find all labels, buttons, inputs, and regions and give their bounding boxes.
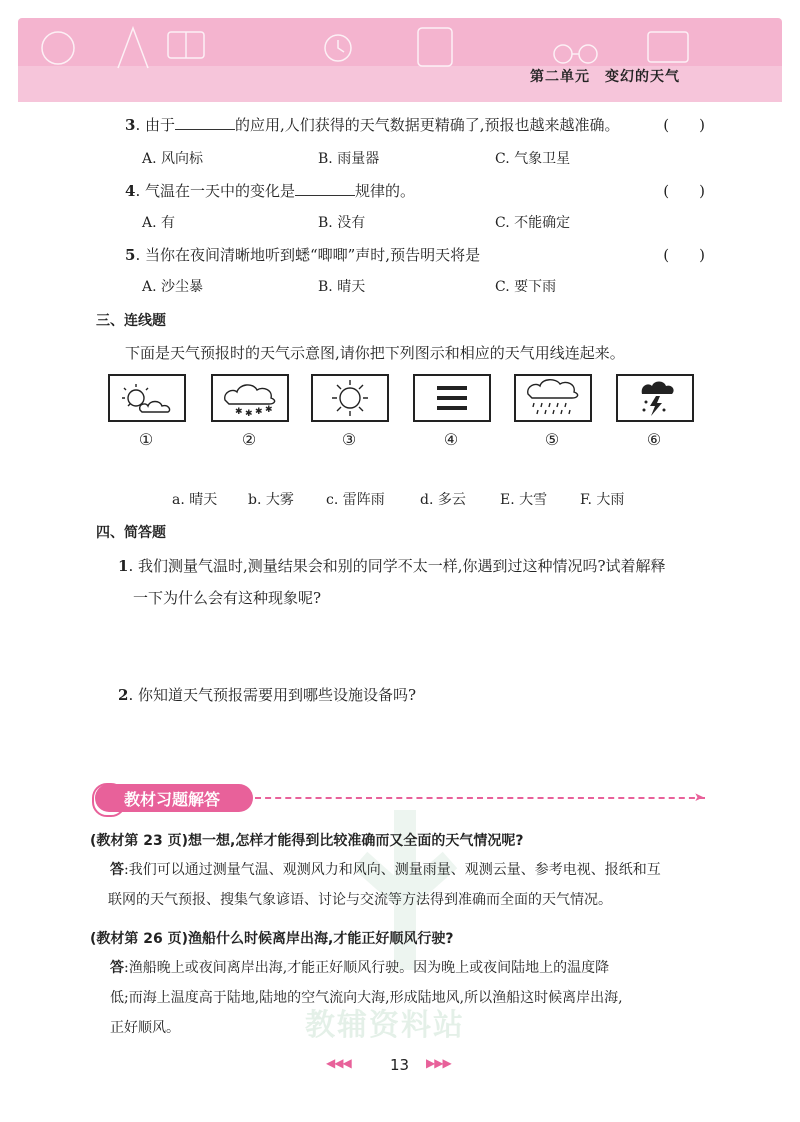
weather-option-a[interactable]: a. 晴天 <box>172 492 218 508</box>
fill-blank[interactable] <box>295 183 355 196</box>
question-5 <box>125 244 705 265</box>
question-text-pre: . 由于 <box>135 116 175 134</box>
banner-dashed-line <box>255 797 705 799</box>
answer-label: 答 <box>110 960 124 976</box>
sunny-icon[interactable] <box>311 374 389 422</box>
question-text-pre: . 气温在一天中的变化是 <box>135 182 295 200</box>
option-a: A. 有 <box>142 215 176 231</box>
textbook-answer-1 <box>110 855 710 915</box>
textbook-answer-2 <box>110 953 710 1043</box>
question-number: 3 <box>125 116 136 134</box>
answer-label: 答 <box>110 862 124 878</box>
weather-option-c[interactable]: c. 雷阵雨 <box>326 492 385 508</box>
fog-icon[interactable] <box>413 374 491 422</box>
textbook-question-2: (教材第 26 页)渔船什么时候离岸出海,才能正好顺风行驶? <box>90 931 454 947</box>
thunderstorm-icon[interactable] <box>616 374 694 422</box>
option-b: B. 雨量器 <box>318 151 380 167</box>
question-number: 5 <box>125 246 136 264</box>
option-b: B. 没有 <box>318 215 366 231</box>
answer-parentheses[interactable]: ( ) <box>663 182 705 200</box>
weather-option-d[interactable]: d. 多云 <box>420 492 466 508</box>
svg-text:✱: ✱ <box>265 405 273 415</box>
icon-label-2: ② <box>241 430 257 449</box>
page-number: 13 <box>390 1056 410 1074</box>
option-c: C. 要下雨 <box>495 279 557 295</box>
answer-parentheses[interactable]: ( ) <box>663 116 705 134</box>
option-a: A. 沙尘暴 <box>142 279 204 295</box>
textbook-question-1: (教材第 23 页)想一想,怎样才能得到比较准确而又全面的天气情况呢? <box>90 833 524 849</box>
prev-arrows-icon: ◀◀◀ <box>326 1056 351 1070</box>
svg-text:✱: ✱ <box>235 407 243 417</box>
weather-option-e[interactable]: E. 大雪 <box>500 492 548 508</box>
short-question-1-line1 <box>118 555 666 576</box>
arrow-right-icon: ➤ <box>694 790 705 804</box>
weather-option-f[interactable]: F. 大雨 <box>580 492 625 508</box>
fill-blank[interactable] <box>175 117 235 130</box>
next-arrows-icon: ▶▶▶ <box>426 1056 451 1070</box>
answer-text: :渔船晚上或夜间离岸出海,才能正好顺风行驶。因为晚上或夜间陆地上的温度降 <box>124 960 610 976</box>
question-number: 4 <box>125 182 136 200</box>
svg-text:✱: ✱ <box>255 407 263 417</box>
answer-line <box>110 855 710 885</box>
section-title-matching: 三、连线题 <box>96 313 166 329</box>
option-c: C. 气象卫星 <box>495 151 571 167</box>
answer-line: 联网的天气预报、搜集气象谚语、讨论与交流等方法得到准确而全面的天气情况。 <box>108 892 612 908</box>
matching-instruction: 下面是天气预报时的天气示意图,请你把下列图示和相应的天气用线连起来。 <box>125 344 625 362</box>
heavy-rain-icon[interactable] <box>514 374 592 422</box>
partly-cloudy-icon[interactable] <box>108 374 186 422</box>
svg-text:✱: ✱ <box>245 409 253 419</box>
heavy-snow-icon[interactable] <box>211 374 289 422</box>
unit-title: 第二单元 变幻的天气 <box>530 69 680 85</box>
icon-label-3: ③ <box>341 430 357 449</box>
question-number: 1 <box>118 557 129 575</box>
icon-label-1: ① <box>138 430 154 449</box>
answer-text: :我们可以通过测量气温、观测风力和风向、测量雨量、观测云量、参考电视、报纸和互 <box>124 862 661 878</box>
option-b: B. 晴天 <box>318 279 366 295</box>
question-number: 2 <box>118 686 129 704</box>
answer-line <box>110 953 710 983</box>
question-text: . 你知道天气预报需要用到哪些设施设备吗? <box>128 686 417 704</box>
question-text-post: 规律的。 <box>354 182 415 200</box>
short-question-2 <box>118 684 416 705</box>
short-question-1-line2: 一下为什么会有这种现象呢? <box>133 589 322 607</box>
option-a: A. 风向标 <box>142 151 204 167</box>
option-c: C. 不能确定 <box>495 215 571 231</box>
weather-option-b[interactable]: b. 大雾 <box>248 492 294 508</box>
icon-label-5: ⑤ <box>544 430 560 449</box>
question-text: . 我们测量气温时,测量结果会和别的同学不太一样,你遇到过这种情况吗?试着解释 <box>128 557 666 575</box>
watermark-text: 教辅资料站 <box>305 1008 465 1043</box>
question-4 <box>125 180 705 201</box>
icon-label-6: ⑥ <box>646 430 662 449</box>
question-3 <box>125 114 705 135</box>
icon-label-4: ④ <box>443 430 459 449</box>
answer-line: 低;而海上温度高于陆地,陆地的空气流向大海,形成陆地风,所以渔船这时候离岸出海, <box>110 990 623 1006</box>
answer-line: 正好顺风。 <box>110 1020 180 1036</box>
question-text: . 当你在夜间清晰地听到蟋“唧唧”声时,预告明天将是 <box>135 246 481 264</box>
section-title-short-answer: 四、简答题 <box>96 525 166 541</box>
section-banner-title: 教材习题解答 <box>124 790 221 809</box>
answer-parentheses[interactable]: ( ) <box>663 246 705 264</box>
question-text-post: 的应用,人们获得的天气数据更精确了,预报也越来越准确。 <box>234 116 620 134</box>
